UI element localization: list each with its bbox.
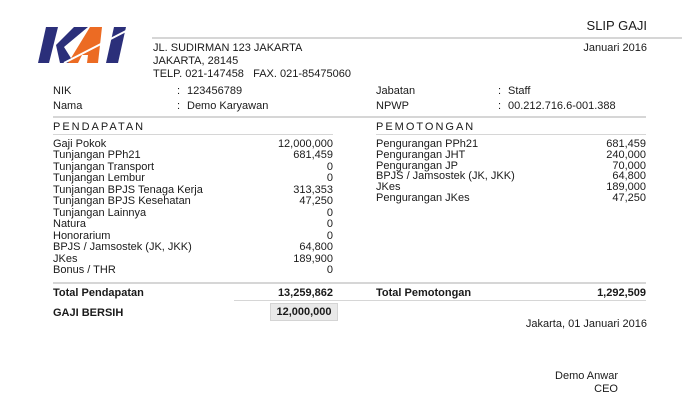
nik-value: 123456789 bbox=[187, 85, 243, 97]
line-item-label: Tunjangan Lembur bbox=[53, 172, 145, 185]
section-divider-left bbox=[53, 134, 333, 135]
line-item bbox=[376, 193, 646, 204]
period: Januari 2016 bbox=[583, 42, 647, 54]
line-item-value: 313,353 bbox=[293, 183, 333, 196]
line-item-value: 0 bbox=[326, 263, 333, 276]
section-divider-right bbox=[376, 134, 646, 135]
nik-sep: : bbox=[177, 85, 181, 97]
line-item-label: Tunjangan Transport bbox=[53, 160, 155, 173]
line-item-value: 189,900 bbox=[293, 252, 333, 265]
total-pendapatan-value: 13,259,862 bbox=[277, 287, 333, 299]
total-pemotongan-value: 1,292,509 bbox=[597, 287, 646, 299]
line-item-label: BPJS / Jamsostek (JK, JKK) bbox=[53, 241, 192, 254]
header-divider bbox=[152, 37, 682, 39]
nik-label: NIK bbox=[53, 85, 72, 97]
total-bottom-divider bbox=[234, 300, 646, 301]
line-item bbox=[53, 196, 333, 207]
line-item-value: 189,000 bbox=[606, 181, 646, 194]
jabatan-value: Staff bbox=[508, 85, 531, 97]
line-item-label: Gaji Pokok bbox=[53, 138, 107, 150]
line-item bbox=[53, 219, 333, 230]
npwp-sep: : bbox=[498, 100, 502, 112]
line-item-value: 681,459 bbox=[606, 138, 646, 150]
line-item-label: Tunjangan PPh21 bbox=[53, 149, 141, 162]
line-item-label: Bonus / THR bbox=[53, 263, 116, 276]
line-item-label: Pengurangan PPh21 bbox=[376, 138, 479, 150]
line-item-label: Honorarium bbox=[53, 229, 111, 242]
line-item-value: 12,000,000 bbox=[277, 138, 333, 150]
line-item-label: BPJS / Jamsostek (JK, JKK) bbox=[376, 170, 515, 183]
line-item-value: 64,800 bbox=[299, 241, 333, 254]
jabatan-label: Jabatan bbox=[376, 85, 416, 97]
line-item-label: JKes bbox=[376, 181, 401, 194]
line-item-value: 64,800 bbox=[612, 170, 646, 183]
line-item-label: Tunjangan Lainnya bbox=[53, 206, 147, 219]
employee-divider bbox=[53, 116, 646, 118]
total-pemotongan-label: Total Pemotongan bbox=[376, 287, 472, 299]
line-item bbox=[53, 208, 333, 219]
line-item-label: Pengurangan JKes bbox=[376, 192, 470, 204]
total-top-divider bbox=[53, 282, 646, 284]
line-item bbox=[53, 242, 333, 253]
jabatan-sep: : bbox=[498, 85, 502, 97]
kai-logo bbox=[38, 25, 130, 67]
line-item-value: 47,250 bbox=[612, 192, 646, 204]
line-item-value: 47,250 bbox=[299, 195, 333, 208]
line-item-value: 0 bbox=[326, 218, 333, 231]
line-item-label: Pengurangan JP bbox=[376, 159, 458, 172]
pendapatan-title: PENDAPATAN bbox=[53, 121, 146, 133]
place-date: Jakarta, 01 Januari 2016 bbox=[525, 318, 647, 330]
line-item-label: Natura bbox=[53, 218, 87, 231]
line-item-label: Tunjangan BPJS Kesehatan bbox=[53, 195, 191, 208]
line-item-value: 0 bbox=[326, 206, 333, 219]
nama-label: Nama bbox=[53, 100, 83, 112]
nama-sep: : bbox=[177, 100, 181, 112]
line-item-value: 240,000 bbox=[606, 148, 646, 161]
line-item-value: 0 bbox=[326, 172, 333, 185]
line-item-value: 681,459 bbox=[293, 149, 333, 162]
line-item-value: 70,000 bbox=[612, 159, 646, 172]
signer-title: CEO bbox=[594, 383, 618, 395]
address-line1: JL. SUDIRMAN 123 JAKARTA bbox=[153, 42, 303, 54]
line-item-value: 0 bbox=[326, 160, 333, 173]
slip-title: SLIP GAJI bbox=[586, 18, 647, 33]
line-item-label: Pengurangan JHT bbox=[376, 148, 466, 161]
address-line2: JAKARTA, 28145 bbox=[153, 55, 239, 67]
pemotongan-title: PEMOTONGAN bbox=[376, 121, 476, 133]
line-item-label: Tunjangan BPJS Tenaga Kerja bbox=[53, 183, 203, 196]
phone-fax: TELP. 021-147458 FAX. 021-85475060 bbox=[153, 68, 351, 80]
line-item-label: JKes bbox=[53, 252, 78, 265]
gaji-bersih-label: GAJI BERSIH bbox=[53, 307, 124, 319]
total-pendapatan-label: Total Pendapatan bbox=[53, 287, 144, 299]
line-item bbox=[53, 265, 333, 276]
line-item-value: 0 bbox=[326, 229, 333, 242]
nama-value: Demo Karyawan bbox=[187, 100, 269, 112]
signer-name: Demo Anwar bbox=[555, 370, 618, 382]
npwp-value: 00.212.716.6-001.388 bbox=[508, 100, 616, 112]
npwp-label: NPWP bbox=[376, 100, 409, 112]
gaji-bersih-value: 12,000,000 bbox=[270, 303, 338, 321]
